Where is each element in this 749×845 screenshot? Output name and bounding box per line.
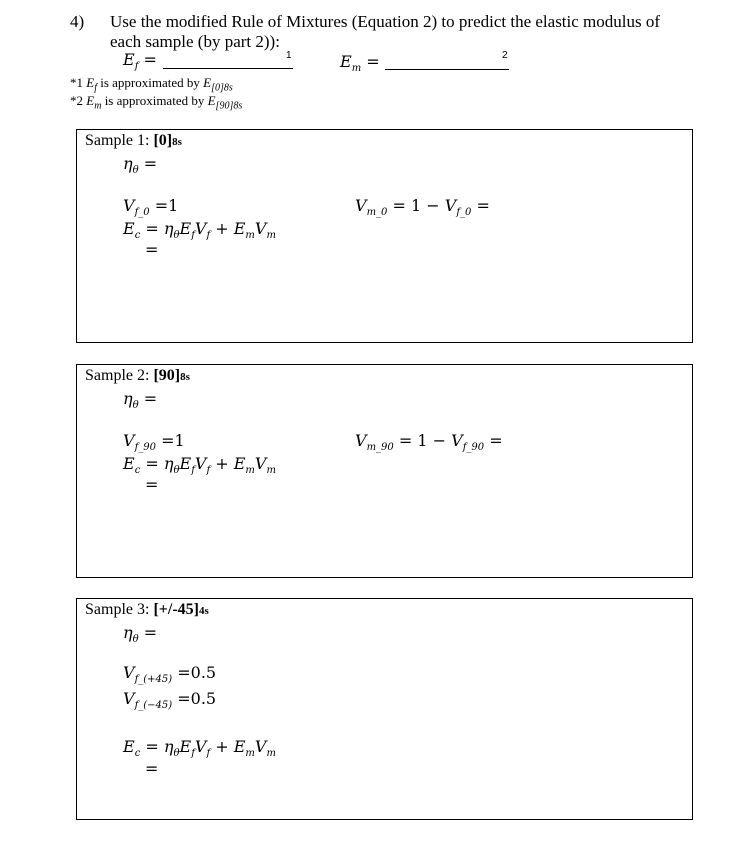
em-answer-field[interactable]: [385, 55, 509, 70]
sample-2-ec-answer[interactable]: =: [145, 475, 159, 494]
sample-2-title: Sample 2: [90]8s: [85, 367, 190, 384]
sample-2-eta: $\eta_\theta$ =: [123, 389, 158, 412]
sample-3-vf-plus45: $V_{f\_(+45)} =0.5$: [123, 663, 217, 686]
sample-3-ec-equation: $E_c = \eta_\theta E_fV_f + E_mV_m$: [123, 737, 276, 760]
ef-answer-label: $E_f$ =: [123, 50, 157, 73]
sample-2-box[interactable]: [76, 364, 693, 578]
sample-1-ec-equation: $E_c = \eta_\theta E_fV_f + E_mV_m$: [123, 219, 276, 242]
question-number: 4): [70, 12, 85, 31]
question-line-2: each sample (by part 2)):: [110, 32, 280, 51]
sample-3-vf-minus45: $V_{f\_(-45)} =0.5$: [123, 689, 217, 712]
question-line-1: Use the modified Rule of Mixtures (Equation 2) to predict the elastic modulus of: [110, 12, 661, 31]
sample-1-vm: $V_{m\_0} = 1 - V_{f\_0}$ =: [355, 196, 490, 219]
sample-3-box[interactable]: [76, 598, 693, 820]
footnote-1: *1 $E_f$ is approximated by $E_{[0]8s}$: [70, 75, 233, 94]
sample-2-vm: $V_{m\_90} = 1 - V_{f\_90}$ =: [355, 431, 503, 454]
ef-footnote-marker: 1: [286, 50, 292, 61]
sample-1-title: Sample 1: [0]8s: [85, 132, 182, 149]
sample-1-ec-answer[interactable]: =: [145, 240, 159, 259]
sample-3-title: Sample 3: [+/-45]4s: [85, 601, 209, 618]
sample-1-box[interactable]: [76, 129, 693, 343]
sample-1-vf: $V_{f\_0} =1$: [123, 196, 179, 219]
sample-2-ec-equation: $E_c = \eta_\theta E_fV_f + E_mV_m$: [123, 454, 276, 477]
sample-3-ec-answer[interactable]: =: [145, 759, 159, 778]
em-footnote-marker: 2: [502, 50, 508, 61]
sample-1-eta: $\eta_\theta$ =: [123, 154, 158, 177]
sample-2-vf: $V_{f\_90} =1$: [123, 431, 185, 454]
sample-3-eta: $\eta_\theta$ =: [123, 623, 158, 646]
ef-answer-field[interactable]: [163, 54, 293, 69]
footnote-2: *2 $E_m$ is approximated by $E_{[90]8s}$: [70, 93, 243, 112]
em-answer-label: $E_m$ =: [340, 52, 380, 75]
